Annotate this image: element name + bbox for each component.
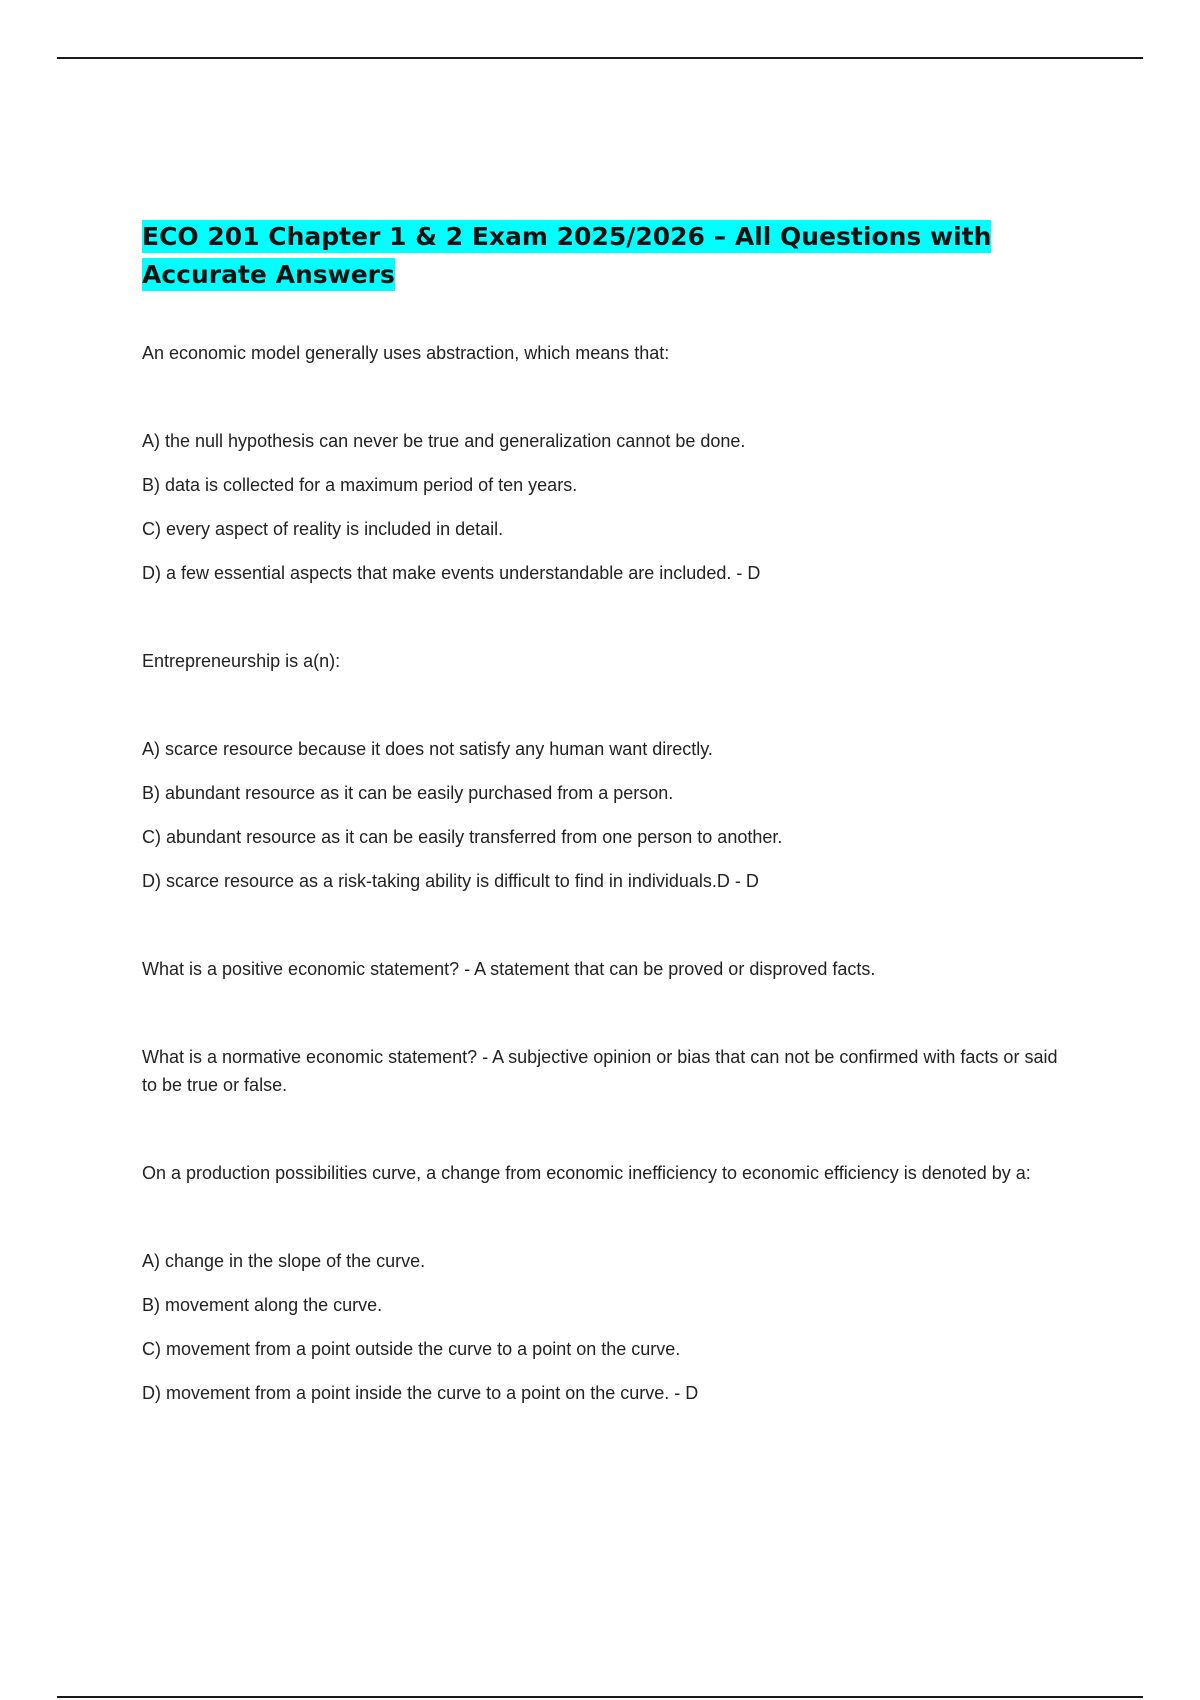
question-block-1 [142,339,1062,587]
question-5-option-d: D) movement from a point inside the curve to a point on the curve. - D [142,1383,699,1403]
document-title [142,218,1062,294]
question-3-text: What is a positive economic statement? - A statement that can be proved or disproved facts. [142,959,876,979]
question-2-text: Entrepreneurship is a(n): [142,651,341,671]
document-body [142,218,1062,1407]
question-2-option-c: C) abundant resource as it can be easily transferred from one person to another. [142,827,783,847]
bottom-rule [57,1696,1143,1698]
question-4-text: What is a normative economic statement? - A subjective opinion or bias that can not be confirmed with facts or said to be true or false. [142,1047,1058,1095]
question-block-3 [142,955,1062,983]
question-1-option-b: B) data is collected for a maximum period of ten years. [142,475,578,495]
question-5-option-c: C) movement from a point outside the curve to a point on the curve. [142,1339,681,1359]
question-1-option-a: A) the null hypothesis can never be true and generalization cannot be done. [142,431,746,451]
question-block-2 [142,647,1062,895]
question-1-option-c: C) every aspect of reality is included in detail. [142,519,504,539]
question-1-option-d: D) a few essential aspects that make events understandable are included. - D [142,563,761,583]
question-list [142,339,1062,1407]
top-rule [57,57,1143,59]
question-2-option-d: D) scarce resource as a risk-taking ability is difficult to find in individuals.D - D [142,871,759,891]
question-block-5 [142,1159,1062,1407]
question-5-option-a: A) change in the slope of the curve. [142,1251,426,1271]
question-2-option-b: B) abundant resource as it can be easily purchased from a person. [142,783,674,803]
question-1-text: An economic model generally uses abstraction, which means that: [142,343,670,363]
question-block-4 [142,1043,1062,1099]
title-highlight: ECO 201 Chapter 1 & 2 Exam 2025/2026 – All Questions with Accurate Answers [142,222,992,289]
question-2-option-a: A) scarce resource because it does not satisfy any human want directly. [142,739,713,759]
question-5-option-b: B) movement along the curve. [142,1295,383,1315]
question-5-text: On a production possibilities curve, a change from economic inefficiency to economic efficiency is denoted by a: [142,1163,1031,1183]
